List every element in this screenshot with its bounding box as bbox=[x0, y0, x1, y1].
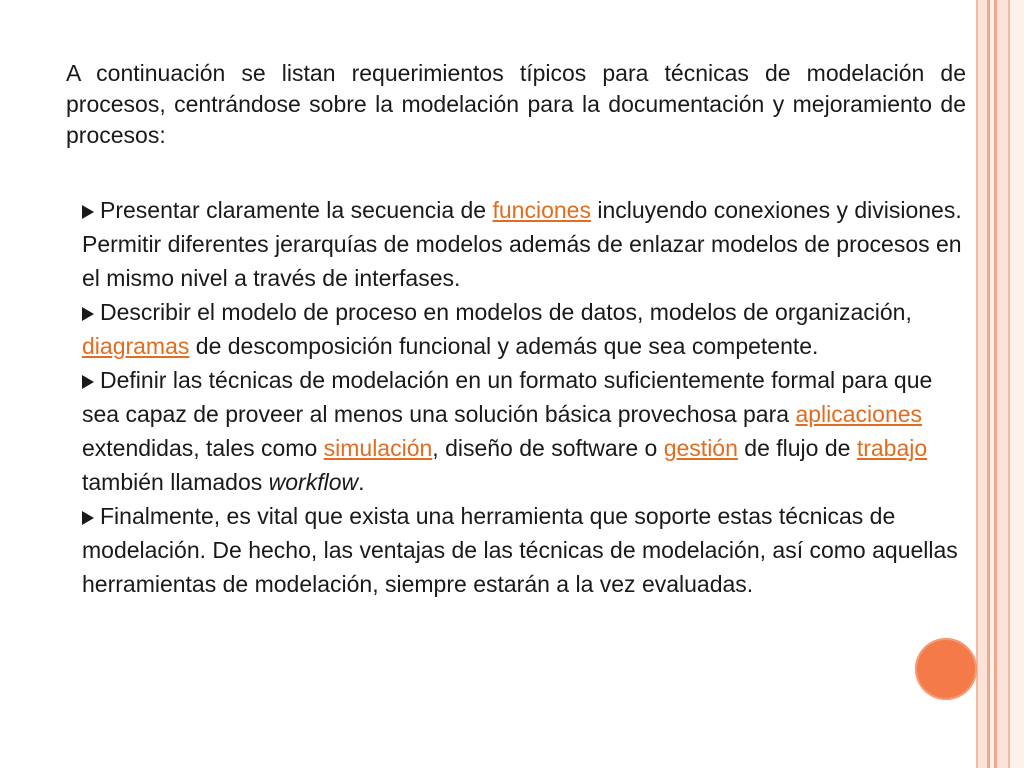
stripe-gap bbox=[978, 0, 987, 768]
stripe-gap bbox=[1010, 0, 1024, 768]
arrow-bullet-icon bbox=[82, 375, 94, 389]
link-simulacion[interactable]: simulación bbox=[323, 435, 433, 461]
arrow-bullet-icon bbox=[82, 307, 94, 321]
intro-paragraph: A continuación se listan requerimientos típicos para técnicas de modelación de procesos, centrándose sobre la modelación para la documentación y mejoramiento de procesos: bbox=[66, 60, 966, 148]
link-trabajo[interactable]: trabajo bbox=[856, 435, 928, 461]
bullet-text: Describir el modelo de proceso en modelos de datos, modelos de organización, bbox=[100, 299, 912, 325]
bullet-text: de flujo de bbox=[737, 435, 857, 461]
workflow-term: workflow bbox=[268, 469, 359, 495]
list-item bbox=[82, 363, 962, 499]
bullet-text: Finalmente, es vital que exista una herramienta que soporte estas técnicas de modelación. De hecho, las ventajas de las técnicas de modelación, así como aquellas herramientas de modelación, siempre estarán a la vez evaluadas. bbox=[82, 503, 958, 597]
bullet-text: extendidas, tales como bbox=[82, 435, 324, 461]
list-item bbox=[82, 295, 962, 363]
link-funciones[interactable]: funciones bbox=[492, 197, 591, 223]
list-item bbox=[82, 499, 962, 601]
arrow-bullet-icon bbox=[82, 511, 94, 525]
arrow-bullet-icon bbox=[82, 205, 94, 219]
link-aplicaciones[interactable]: aplicaciones bbox=[795, 401, 923, 427]
stripe-gap bbox=[997, 0, 1008, 768]
bullet-text: Definir las técnicas de modelación en un formato suficientemente formal para que sea capaz de proveer al menos una solución básica provechosa para bbox=[82, 367, 933, 427]
decorative-orange-circle bbox=[915, 638, 977, 700]
list-item bbox=[82, 193, 962, 295]
requirements-list bbox=[82, 193, 962, 601]
bullet-text: también llamados bbox=[82, 469, 269, 495]
decorative-side-stripes bbox=[976, 0, 1024, 768]
bullet-text: . bbox=[358, 469, 365, 495]
bullet-text: , diseño de software o bbox=[432, 435, 664, 461]
bullet-text: incluyendo conexiones y divisiones. Permitir diferentes jerarquías de modelos además de enlazar modelos de procesos en el mismo nivel a través de interfases. bbox=[82, 197, 962, 291]
bullet-text: Presentar claramente la secuencia de bbox=[100, 197, 493, 223]
link-diagramas[interactable]: diagramas bbox=[82, 333, 190, 359]
bullet-text: de descomposición funcional y además que sea competente. bbox=[189, 333, 819, 359]
link-gestion[interactable]: gestión bbox=[663, 435, 738, 461]
